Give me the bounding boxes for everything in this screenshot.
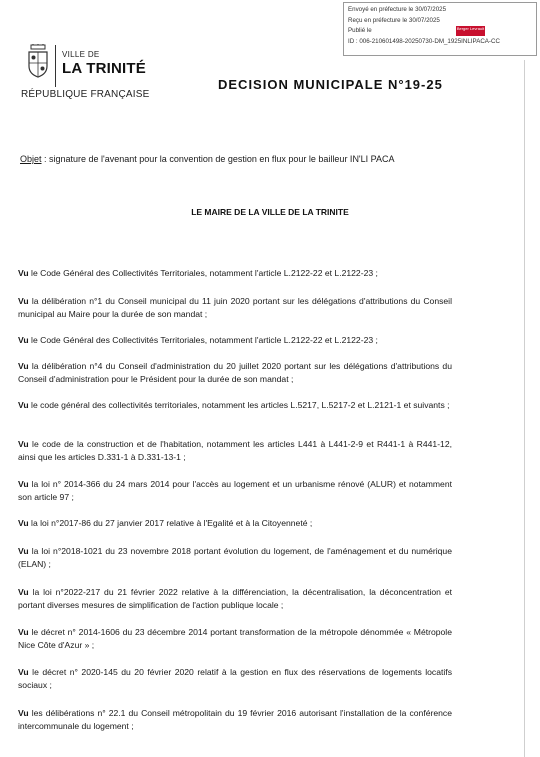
vu-text: le décret n° 2020-145 du 20 février 2020 relatif à la gestion en flux des réservations de logements locatifs sociaux ;	[18, 667, 452, 691]
republic-label: RÉPUBLIQUE FRANÇAISE	[21, 89, 150, 100]
vu-text: la loi n°2022-217 du 21 février 2022 relative à la différenciation, la décentralisation, la déconcentration et portant diverses mesures de simplification de l'action publique locale ;	[18, 587, 452, 611]
vu-item	[18, 666, 452, 692]
city-prefix: VILLE DE	[62, 50, 100, 59]
vu-item	[18, 707, 452, 733]
vu-text: la loi n°2017-86 du 27 janvier 2017 relative à l'Egalité et à la Citoyenneté ;	[28, 518, 313, 528]
vu-item	[18, 334, 452, 347]
logo-separator	[55, 45, 56, 87]
objet-label: Objet	[20, 154, 42, 164]
vu-item	[18, 267, 452, 280]
vu-text: la loi n°2018-1021 du 23 novembre 2018 portant évolution du logement, de l'aménagement et du numérique (ELAN) ;	[18, 546, 452, 570]
vu-text: la loi n° 2014-366 du 24 mars 2014 pour l'accès au logement et un urbanisme rénové (ALUR) et notamment son article 97 ;	[18, 479, 452, 503]
vu-keyword: Vu	[18, 439, 29, 449]
vu-keyword: Vu	[18, 400, 29, 410]
vu-text: le Code Général des Collectivités Territoriales, notamment l'article L.2122-22 et L.2122-23 ;	[28, 268, 378, 278]
vu-keyword: Vu	[18, 587, 29, 597]
stamp-id: ID : 006-210601498-20250730-DM_1925INLIPACA-CC	[348, 37, 500, 45]
vu-keyword: Vu	[18, 296, 29, 306]
vu-keyword: Vu	[18, 546, 29, 556]
vu-keyword: Vu	[18, 518, 29, 528]
vu-item	[18, 478, 452, 504]
vu-keyword: Vu	[18, 361, 29, 371]
vu-item	[18, 586, 452, 612]
prefecture-stamp	[343, 2, 537, 56]
vu-keyword: Vu	[18, 268, 29, 278]
vu-keyword: Vu	[18, 479, 29, 489]
city-name: LA TRINITÉ	[62, 60, 146, 77]
vu-text: la délibération n°1 du Conseil municipal du 11 juin 2020 portant sur les délégations d'attributions du Conseil municipal au Maire pour la durée de son mandat ;	[18, 296, 452, 320]
vu-item	[18, 545, 452, 571]
margin-line	[524, 60, 525, 757]
vu-item	[18, 517, 452, 530]
decision-title: DECISION MUNICIPALE N°19-25	[218, 77, 443, 92]
berger-levrault-badge: Berger Levrault	[456, 26, 485, 36]
vu-text: le décret n° 2014-1606 du 23 décembre 2014 portant transformation de la métropole dénommée « Métropole Nice Côte d'Azur » ;	[18, 627, 452, 651]
objet-line	[20, 154, 395, 164]
vu-keyword: Vu	[18, 627, 29, 637]
stamp-published: Publié le	[348, 27, 372, 34]
vu-item	[18, 438, 452, 464]
vu-keyword: Vu	[18, 708, 29, 718]
vu-item	[18, 295, 452, 321]
vu-keyword: Vu	[18, 667, 29, 677]
vu-item	[18, 360, 452, 386]
vu-text: le Code Général des Collectivités Territoriales, notamment l'article L.2122-22 et L.2122-23 ;	[28, 335, 378, 345]
vu-item	[18, 399, 452, 412]
vu-text: le code général des collectivités territoriales, notamment les articles L.5217, L.5217-2 et L.2121-1 et suivants ;	[28, 400, 450, 410]
stamp-received: Reçu en préfecture le 30/07/2025	[348, 16, 440, 24]
vu-text: la délibération n°4 du Conseil d'administration du 20 juillet 2020 portant sur les délégations d'attributions du Conseil d'administration pour le Président pour la durée de son mandat ;	[18, 361, 452, 385]
coat-of-arms-icon	[27, 44, 49, 78]
maire-heading: LE MAIRE DE LA VILLE DE LA TRINITE	[191, 207, 349, 217]
objet-text: : signature de l'avenant pour la convention de gestion en flux pour le bailleur IN'LI PACA	[41, 154, 395, 164]
stamp-sent: Envoyé en préfecture le 30/07/2025	[348, 6, 447, 13]
vu-text: le code de la construction et de l'habitation, notamment les articles L441 à L441-2-9 et R441-1 à R441-12, ainsi que les articles D.331-1 à D.331-13-1 ;	[18, 439, 452, 463]
vu-keyword: Vu	[18, 335, 29, 345]
vu-item	[18, 626, 452, 652]
vu-text: les délibérations n° 22.1 du Conseil métropolitain du 19 février 2016 autorisant l'installation de la conférence intercommunale du logement ;	[18, 708, 452, 732]
